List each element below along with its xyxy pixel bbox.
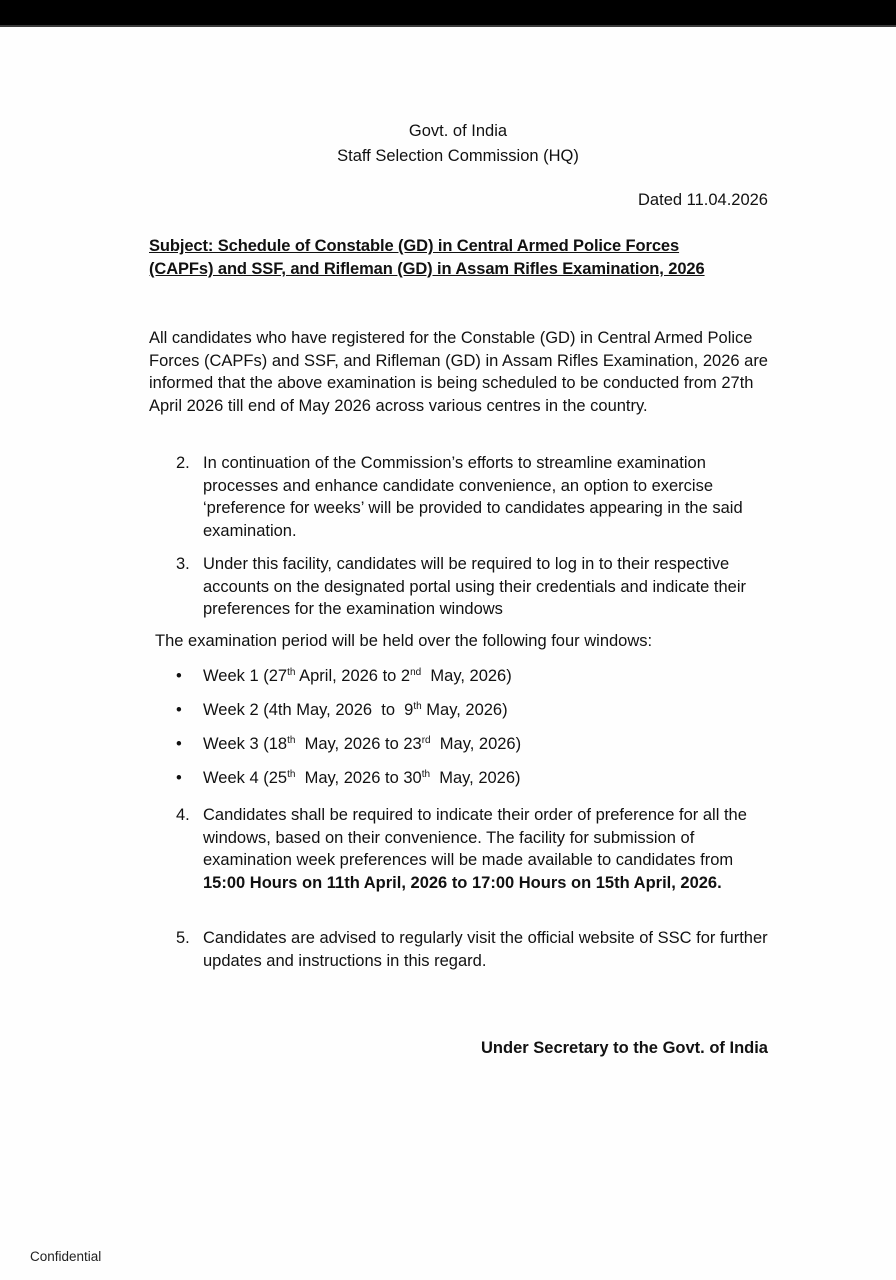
list-item-3 bbox=[176, 553, 773, 621]
window-week-3: • Week 3 (18th May, 2026 to 23rd May, 2026) bbox=[176, 735, 522, 753]
item-number: 5. bbox=[176, 929, 190, 947]
list-item-4 bbox=[176, 804, 773, 894]
top-black-bar bbox=[0, 0, 896, 25]
bullet-icon: • bbox=[176, 701, 182, 719]
item-text: Under this facility, candidates will be required to log in to their respective accounts on the designated portal using their credentials and indicate their preferences for the examination windows bbox=[203, 555, 747, 618]
paragraph-1: All candidates who have registered for the Constable (GD) in Central Armed Police Forces (CAPFs) and SSF, and Rifleman (GD) in Assam Rifles Examination, 2026 are informed that the above examination is being scheduled to be conducted from 27th April 2026 till end of May 2026 across various centres in the country. bbox=[149, 329, 768, 415]
item-number: 3. bbox=[176, 555, 190, 573]
item-text: Candidates shall be required to indicate their order of preference for all the windows, based on their convenience. The facility for submission of examination week preferences will be made available to candidates from bbox=[203, 806, 747, 869]
item-number: 4. bbox=[176, 806, 190, 824]
subject bbox=[149, 235, 774, 281]
window-week-2: • Week 2 (4th May, 2026 to 9th May, 2026) bbox=[176, 701, 508, 719]
item-number: 2. bbox=[176, 454, 190, 472]
dated: Dated 11.04.2026 bbox=[638, 191, 768, 209]
bullet-icon: • bbox=[176, 769, 182, 787]
subject-line-2: (CAPFs) and SSF, and Rifleman (GD) in Assam Rifles Examination, 2026 bbox=[149, 260, 705, 278]
item-text: Candidates are advised to regularly visit the official website of SSC for further updates and instructions in this regard. bbox=[203, 929, 768, 970]
bullet-icon: • bbox=[176, 667, 182, 685]
window-week-4: • Week 4 (25th May, 2026 to 30th May, 2026) bbox=[176, 769, 521, 787]
item-bold-dates: 15:00 Hours on 11th April, 2026 to 17:00 Hours on 15th April, 2026. bbox=[203, 873, 722, 892]
header-govt: Govt. of India bbox=[408, 122, 508, 140]
window-week-1: • Week 1 (27th April, 2026 to 2nd May, 2026) bbox=[176, 667, 512, 685]
header-commission: Staff Selection Commission (HQ) bbox=[337, 147, 579, 165]
bullet-icon: • bbox=[176, 735, 182, 753]
list-item-5 bbox=[176, 927, 773, 972]
list-item-2 bbox=[176, 452, 773, 542]
subject-line-1: Subject: Schedule of Constable (GD) in Central Armed Police Forces bbox=[149, 237, 680, 255]
document-page bbox=[0, 27, 896, 1280]
signature: Under Secretary to the Govt. of India bbox=[481, 1039, 768, 1057]
windows-intro: The examination period will be held over the following four windows: bbox=[155, 632, 653, 650]
item-text: In continuation of the Commission’s efforts to streamline examination processes and enhance candidate convenience, an option to exercise ‘preference for weeks’ will be provided to candidates appearing in the said examination. bbox=[203, 454, 743, 540]
footer-confidential: Confidential bbox=[30, 1249, 102, 1264]
